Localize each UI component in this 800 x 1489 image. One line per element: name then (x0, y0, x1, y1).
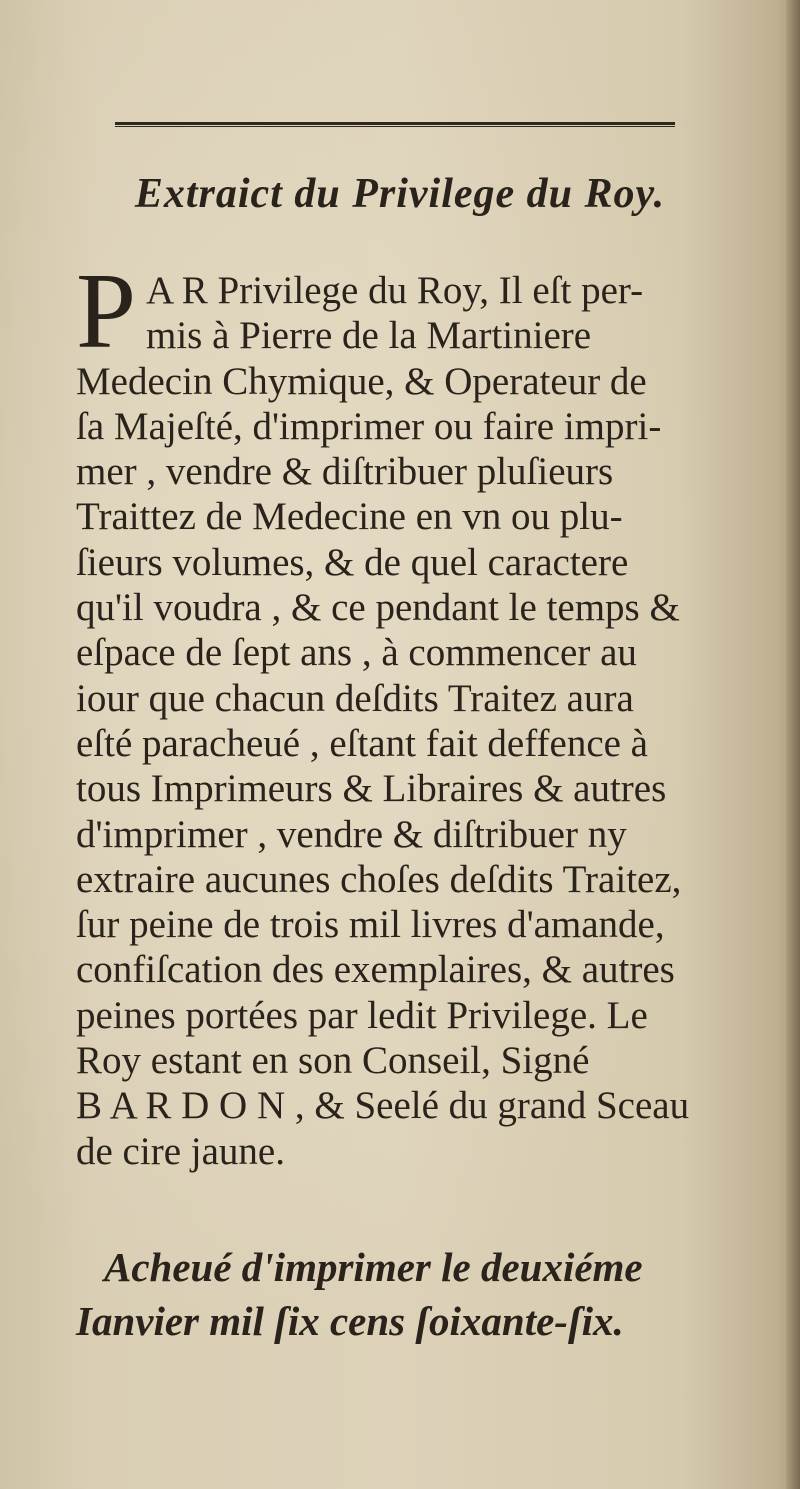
text-line: Roy estant en son Conseil, Signé (76, 1039, 590, 1083)
text-line: qu'il voudra , & ce pendant le temps & (76, 586, 680, 630)
text-line: B A R D O N , & Seelé du grand Sceau (76, 1084, 690, 1128)
text-line: ſur peine de trois mil livres d'amande, (76, 903, 665, 947)
privilege-heading: Extraict du Privilege du Roy. (134, 171, 666, 217)
privilege-text (76, 268, 766, 1174)
text-line: eſpace de ſept ans , à commencer au (76, 631, 637, 675)
drop-cap: P (76, 252, 137, 371)
page-gutter-shadow (786, 0, 800, 1489)
text-line: confiſcation des exemplaires, & autres (76, 948, 675, 992)
text-line: mer , vendre & diſtribuer pluſieurs (76, 450, 614, 494)
colophon-line: Acheué d'imprimer le deuxiéme (104, 1244, 643, 1290)
text-line: ſa Majeſté, d'imprimer ou faire impri- (76, 404, 662, 448)
text-line: tous Imprimeurs & Libraires & autres (76, 767, 667, 811)
text-line: Traittez de Medecine en vn ou plu- (76, 495, 623, 539)
text-line: Medecin Chymique, & Operateur de (76, 359, 647, 403)
text-line: ſieurs volumes, & de quel caractere (76, 540, 629, 584)
text-line: de cire jaune. (76, 1129, 285, 1173)
text-line: d'imprimer , vendre & diſtribuer ny (76, 812, 627, 856)
text-line: eſté paracheué , eſtant fait deffence à (76, 721, 648, 765)
colophon-line: Ianvier mil ſix cens ſoixante-ſix. (76, 1298, 624, 1344)
text-line: A R Privilege du Roy, Il eſt per- (146, 269, 644, 312)
text-line: peines portées par ledit Privilege. Le (76, 993, 648, 1037)
text-line: iour que chacun deſdits Traitez aura (76, 676, 634, 720)
header-rule (115, 122, 675, 127)
colophon (76, 1240, 766, 1348)
text-line: mis à Pierre de la Martiniere (146, 314, 592, 358)
text-line: extraire aucunes choſes deſdits Traitez, (76, 857, 682, 901)
